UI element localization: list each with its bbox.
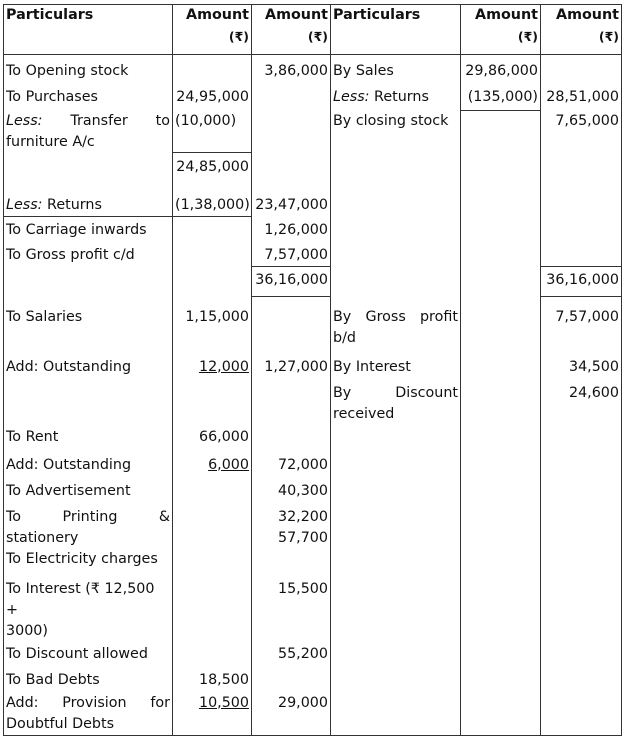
row-label: Add: Outstanding	[4, 349, 173, 379]
amount-cell	[173, 573, 252, 642]
table-row	[4, 692, 622, 736]
row-label: To Carriage inwards	[4, 217, 173, 243]
table-row	[4, 668, 622, 692]
table-row	[4, 83, 622, 111]
amount-cell: (1,38,000)	[173, 189, 252, 217]
row-label: Add: Provision for Doubtful Debts	[4, 692, 173, 736]
amount-cell: 3,86,000	[252, 55, 331, 83]
row-label: To Printing & stationery	[4, 505, 173, 549]
table-row	[4, 505, 622, 549]
amount-cell: 10,500	[173, 692, 252, 736]
amount-cell	[541, 549, 622, 573]
table-row	[4, 243, 622, 267]
row-label	[331, 573, 461, 642]
table-row	[4, 217, 622, 243]
row-label	[331, 449, 461, 477]
amount-cell	[173, 477, 252, 505]
amount-cell: 40,300	[252, 477, 331, 505]
amount-cell	[173, 379, 252, 425]
amount-cell	[461, 505, 541, 549]
amount-cell: 1,15,000	[173, 297, 252, 349]
amount-cell: 66,000	[173, 425, 252, 449]
amount-cell: 29,86,000	[461, 55, 541, 83]
table-row	[4, 189, 622, 217]
row-label: To Opening stock	[4, 55, 173, 83]
row-label	[331, 549, 461, 573]
row-label	[331, 668, 461, 692]
amount-cell	[461, 642, 541, 668]
amount-cell: 7,57,000	[541, 297, 622, 349]
row-label: To Bad Debts	[4, 668, 173, 692]
row-label	[4, 153, 173, 189]
amount-cell	[541, 477, 622, 505]
row-label: By Discount received	[331, 379, 461, 425]
header-particulars: Particulars	[331, 5, 461, 55]
row-label	[331, 243, 461, 267]
amount-cell: 15,500	[252, 573, 331, 642]
table-row	[4, 55, 622, 83]
amount-cell: 23,47,000	[252, 189, 331, 217]
amount-cell	[461, 153, 541, 189]
amount-cell: 18,500	[173, 668, 252, 692]
row-label	[331, 267, 461, 297]
row-label: To Salaries	[4, 297, 173, 349]
row-label	[4, 267, 173, 297]
row-label: Less: Transfer to furniture A/c	[4, 111, 173, 153]
row-label: To Electricity charges	[4, 549, 173, 573]
amount-cell: 1,27,000	[252, 349, 331, 379]
amount-cell	[461, 189, 541, 217]
amount-cell	[252, 425, 331, 449]
amount-cell	[173, 549, 252, 573]
row-label: Add: Outstanding	[4, 449, 173, 477]
row-label	[331, 153, 461, 189]
amount-cell	[252, 379, 331, 425]
amount-cell: 7,57,000	[252, 243, 331, 267]
row-label: Less: Returns	[4, 189, 173, 217]
header-amount: Amount (₹)	[461, 5, 541, 55]
row-label	[331, 505, 461, 549]
row-label	[331, 642, 461, 668]
amount-cell	[541, 243, 622, 267]
table-row	[4, 111, 622, 153]
amount-cell: 1,26,000	[252, 217, 331, 243]
amount-cell	[541, 505, 622, 549]
table-row	[4, 153, 622, 189]
table-row	[4, 549, 622, 573]
amount-cell	[173, 267, 252, 297]
amount-cell	[461, 425, 541, 449]
amount-cell	[252, 549, 331, 573]
amount-cell	[541, 189, 622, 217]
amount-cell	[252, 111, 331, 153]
amount-cell	[461, 267, 541, 297]
amount-cell: 12,000	[173, 349, 252, 379]
table-row	[4, 349, 622, 379]
amount-cell	[252, 153, 331, 189]
row-label: To Advertisement	[4, 477, 173, 505]
header-row	[4, 5, 622, 55]
total-amount: 36,16,000	[252, 267, 331, 297]
row-label: By Sales	[331, 55, 461, 83]
amount-cell	[461, 692, 541, 736]
amount-cell	[541, 573, 622, 642]
amount-cell: 7,65,000	[541, 111, 622, 153]
amount-cell	[173, 217, 252, 243]
row-label	[331, 692, 461, 736]
table-row	[4, 573, 622, 642]
amount-cell	[541, 692, 622, 736]
amount-cell	[173, 505, 252, 549]
amount-cell: (135,000)	[461, 83, 541, 111]
amount-cell: 29,000	[252, 692, 331, 736]
amount-cell: 55,200	[252, 642, 331, 668]
header-amount: Amount (₹)	[173, 5, 252, 55]
amount-cell: 72,000	[252, 449, 331, 477]
amount-cell	[252, 297, 331, 349]
header-amount: Amount (₹)	[252, 5, 331, 55]
amount-cell	[461, 449, 541, 477]
amount-cell: 24,95,000	[173, 83, 252, 111]
amount-cell: 32,200 57,700	[252, 505, 331, 549]
row-label: By closing stock	[331, 111, 461, 153]
row-label: By Interest	[331, 349, 461, 379]
table-row	[4, 425, 622, 449]
amount-cell	[252, 668, 331, 692]
amount-cell	[541, 217, 622, 243]
table-row	[4, 477, 622, 505]
row-label: To Interest (₹ 12,500 + 3000)	[4, 573, 173, 642]
amount-cell	[541, 449, 622, 477]
total-amount: 36,16,000	[541, 267, 622, 297]
amount-cell	[541, 425, 622, 449]
row-label	[331, 189, 461, 217]
table-row	[4, 449, 622, 477]
amount-cell	[461, 217, 541, 243]
amount-cell	[461, 111, 541, 153]
header-amount: Amount (₹)	[541, 5, 622, 55]
amount-cell	[173, 243, 252, 267]
amount-cell: 6,000	[173, 449, 252, 477]
amount-cell	[541, 153, 622, 189]
row-label	[331, 425, 461, 449]
row-label: To Rent	[4, 425, 173, 449]
amount-cell	[173, 642, 252, 668]
amount-cell: 28,51,000	[541, 83, 622, 111]
amount-cell	[461, 379, 541, 425]
row-label	[331, 217, 461, 243]
amount-cell	[461, 243, 541, 267]
table-row	[4, 379, 622, 425]
amount-cell: 24,600	[541, 379, 622, 425]
amount-cell	[541, 642, 622, 668]
row-label: To Discount allowed	[4, 642, 173, 668]
amount-cell	[461, 297, 541, 349]
amount-cell	[541, 55, 622, 83]
amount-cell	[252, 83, 331, 111]
row-label: To Gross profit c/d	[4, 243, 173, 267]
row-label	[4, 379, 173, 425]
amount-cell	[461, 573, 541, 642]
amount-cell	[461, 549, 541, 573]
amount-cell	[461, 668, 541, 692]
total-row	[4, 267, 622, 297]
amount-cell	[461, 349, 541, 379]
amount-cell: 24,85,000	[173, 153, 252, 189]
trading-profit-loss-account	[3, 4, 622, 736]
row-label: By Gross profit b/d	[331, 297, 461, 349]
row-label: Less: Returns	[331, 83, 461, 111]
table-row	[4, 642, 622, 668]
amount-cell	[461, 477, 541, 505]
header-particulars: Particulars	[4, 5, 173, 55]
amount-cell: 34,500	[541, 349, 622, 379]
table-row	[4, 297, 622, 349]
amount-cell	[541, 668, 622, 692]
amount-cell: (10,000)	[173, 111, 252, 153]
row-label: To Purchases	[4, 83, 173, 111]
amount-cell	[173, 55, 252, 83]
row-label	[331, 477, 461, 505]
